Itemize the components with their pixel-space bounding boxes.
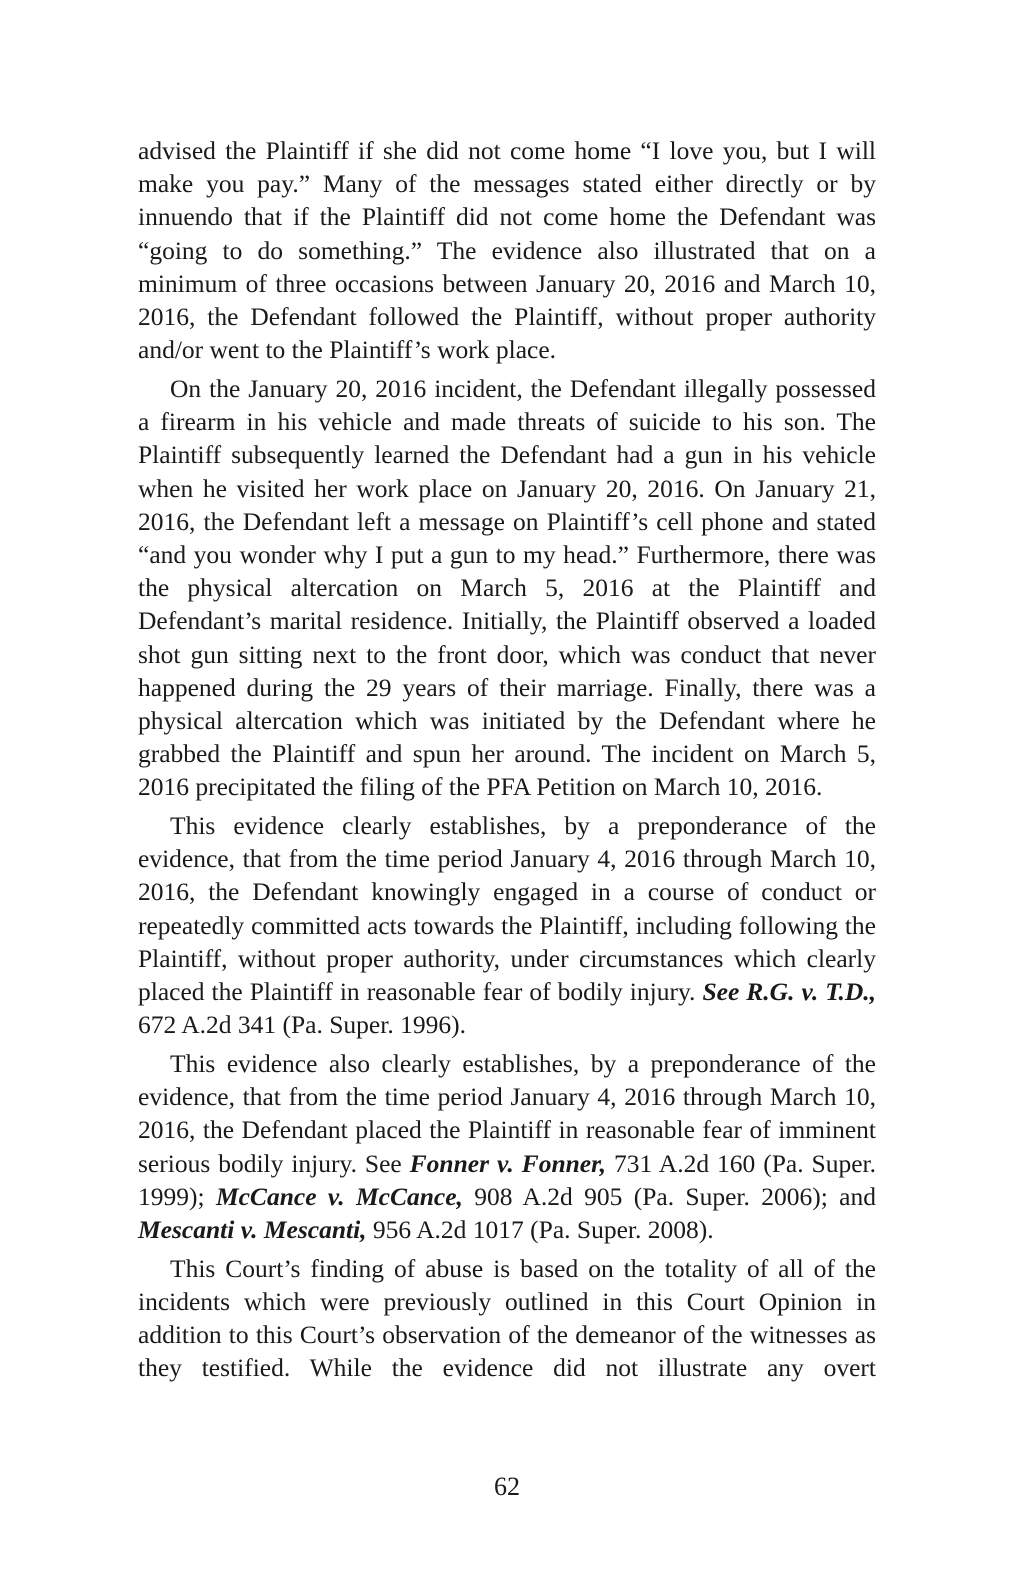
- paragraph-3-text: This evidence clearly establishes, by a preponderance of the evidence, that from the time period January 4, 2016 through March 10, 2016, the Defendant knowingly engaged in a course of conduct or repeatedly committed acts towards the Plaintiff, including following the Plaintiff, without proper authority, under circumstances which clearly placed the Plaintiff in reasonable fear of bodily injury.: [138, 811, 876, 1007]
- citation-reporter: 672 A.2d 341 (Pa. Super. 1996).: [138, 1010, 466, 1040]
- case-citation-mescanti: Mescanti v. Mescanti,: [138, 1215, 367, 1244]
- paragraph-3: [138, 809, 876, 1041]
- case-citation-rg-v-td: See R.G. v. T.D.,: [702, 977, 877, 1007]
- paragraph-4: [138, 1047, 876, 1246]
- case-citation-fonner: Fonner v. Fonner,: [409, 1148, 607, 1178]
- citation-reporter: 908 A.2d 905 (Pa. Super. 2006); and: [474, 1181, 876, 1211]
- paragraph-4-text: This evidence also clearly establishes, by a preponderance of the evidence, that from the time period January 4, 2016 through March 10, 2016, the Defendant placed the Plaintiff in reasonable fear of imminent serious bodily injury. See: [138, 1048, 876, 1178]
- page-number: 62: [494, 1472, 520, 1501]
- case-citation-mccance: McCance v. McCance,: [215, 1181, 463, 1211]
- citation-reporter: 731 A.2d 160 (Pa. Super. 1999);: [138, 1148, 877, 1211]
- paragraph-5: This Court’s finding of abuse is based on the totality of all of the incidents which were previously outlined in this Court Opinion in addition to this Court’s observation of the demeanor of the witnesses as they testified. While the evidence did not illustrate any overt: [138, 1253, 876, 1383]
- paragraph-1: advised the Plaintiff if she did not come home “I love you, but I will make you pay.” Many of the messages stated either directly or by innuendo that if the Plaintiff did not come home the Defendant was “going to do something.” The evidence also illustrated that on a minimum of three occasions between January 20, 2016 and March 10, 2016, the Defendant followed the Plaintiff, without proper authority and/or went to the Plaintiff’s work place.: [138, 136, 876, 365]
- body-text: [138, 134, 876, 1390]
- paragraph-2: On the January 20, 2016 incident, the Defendant illegally possessed a firearm in his vehicle and made threats of suicide to his son. The Plaintiff subsequently learned the Defendant had a gun in his vehicle when he visited her work place on January 20, 2016. On January 21, 2016, the Defendant left a message on Plaintiff’s cell phone and stated “and you wonder why I put a gun to my head.” Furthermore, there was the physical altercation on March 5, 2016 at the Plaintiff and Defendant’s marital residence. Initially, the Plaintiff observed a loaded shot gun sitting next to the front door, which was conduct that never happened during the 29 years of their marriage. Finally, there was a physical altercation which was initiated by the Defendant where he grabbed the Plaintiff and spun her around. The incident on March 5, 2016 precipitated the filing of the PFA Petition on March 10, 2016.: [138, 373, 876, 802]
- citation-reporter: 956 A.2d 1017 (Pa. Super. 2008).: [372, 1215, 714, 1244]
